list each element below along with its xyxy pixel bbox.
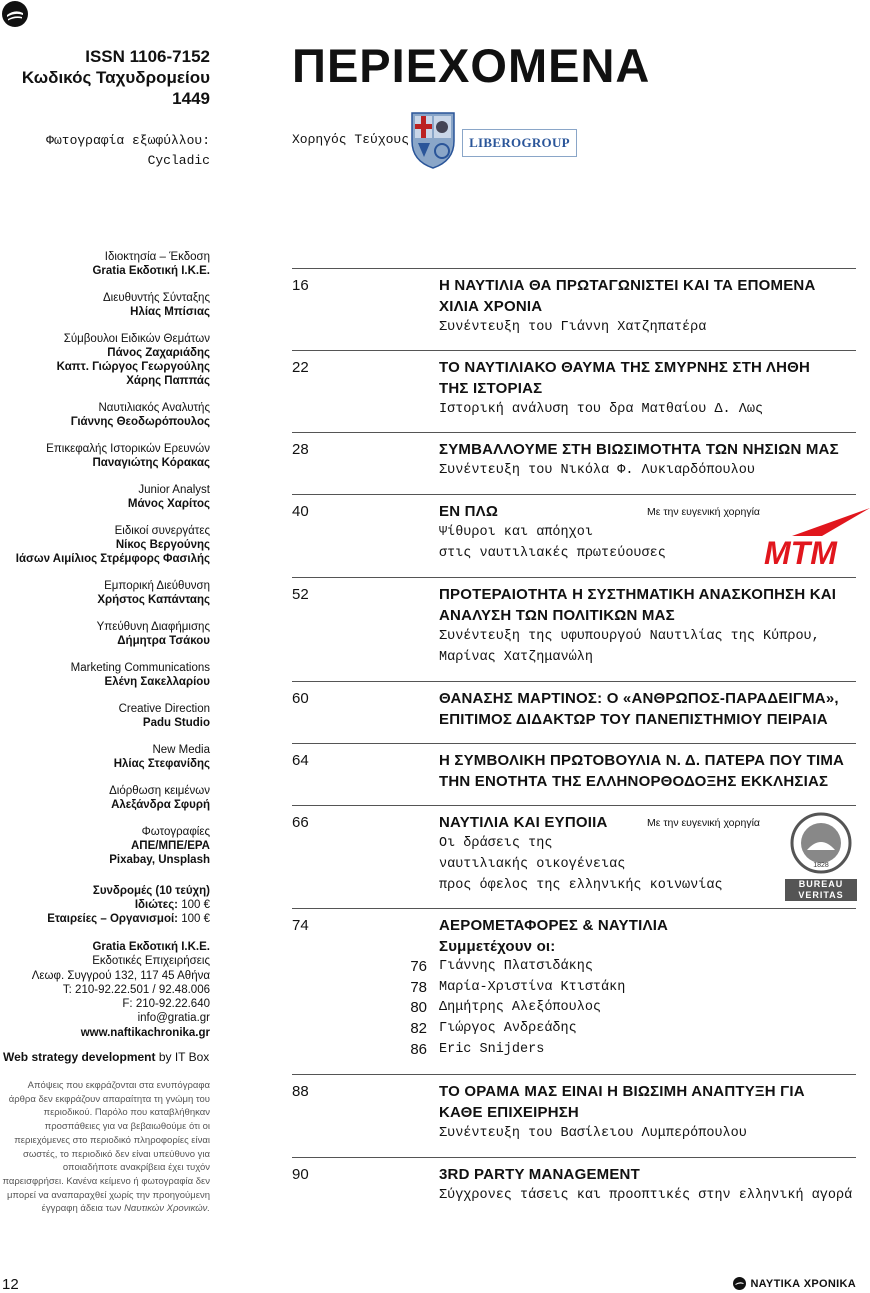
staff-name: Μάνος Χαρίτος bbox=[127, 498, 210, 510]
contents-entry[interactable] bbox=[292, 681, 856, 742]
publisher-email[interactable]: info@gratia.gr bbox=[137, 1012, 210, 1025]
staff-role: Διόρθωση κειμένων bbox=[109, 785, 210, 797]
entry-page-number: 22 bbox=[292, 359, 309, 376]
entry-body bbox=[439, 1081, 856, 1144]
bureau-veritas-year: 1828 bbox=[813, 862, 829, 869]
staff-name: Gratia Εκδοτική Ι.Κ.Ε. bbox=[92, 265, 210, 277]
entry-title-line: ΧΙΛΙΑ ΧΡΟΝΙΑ bbox=[439, 298, 543, 315]
publisher-address: Λεωφ. Συγγρού 132, 117 45 Αθήνα bbox=[31, 969, 210, 982]
issn: ISSN 1106-7152 bbox=[85, 47, 210, 66]
staff-role: New Media bbox=[152, 744, 210, 756]
participant-page-number: 78 bbox=[410, 978, 427, 996]
cover-photo-label: Φωτογραφία εξωφύλλου: bbox=[46, 133, 210, 148]
staff-role: Επικεφαλής Ιστορικών Ερευνών bbox=[46, 443, 210, 455]
staff-name: Ηλίας Μπίσιας bbox=[130, 306, 210, 318]
staff-group bbox=[0, 661, 210, 689]
staff-group bbox=[0, 784, 210, 812]
publisher-contact bbox=[0, 940, 210, 1040]
entry-title-line: ΤΟ ΟΡΑΜΑ ΜΑΣ ΕΙΝΑΙ Η ΒΙΩΣΙΜΗ ΑΝΑΠΤΥΞΗ ΓΙΑ bbox=[439, 1083, 805, 1100]
price-individuals: Ιδιώτες: 100 € bbox=[134, 899, 210, 911]
participant-page-number: 76 bbox=[410, 958, 427, 975]
staff-role: Ιδιοκτησία – Έκδοση bbox=[104, 251, 210, 263]
entry-body bbox=[439, 275, 856, 338]
entry-body bbox=[439, 439, 856, 481]
issn-block bbox=[0, 46, 210, 109]
staff-name: Καπτ. Γιώργος Γεωργούλης bbox=[56, 361, 210, 373]
issue-sponsor-label: Χορηγός Τεύχους bbox=[292, 132, 410, 147]
contents-entry[interactable] bbox=[292, 268, 856, 349]
staff-name: Χρήστος Καπάνταης bbox=[97, 594, 210, 606]
entry-title-line: ΣΥΜΒΑΛΛΟΥΜΕ ΣΤΗ ΒΙΩΣΙΜΟΤΗΤΑ ΤΩΝ ΝΗΣΙΩΝ ΜΑΣ bbox=[439, 441, 839, 458]
liberogroup-logo: LIBEROGROUP bbox=[462, 129, 577, 157]
participant-row[interactable] bbox=[410, 1019, 856, 1040]
participant-page-number: 80 bbox=[410, 999, 427, 1017]
entry-page-number: 16 bbox=[292, 277, 309, 294]
entry-title-line: ΑΕΡΟΜΕΤΑΦΟΡΕΣ & ΝΑΥΤΙΛΙΑ bbox=[439, 917, 669, 934]
staff-name: Ηλίας Στεφανίδης bbox=[113, 758, 210, 770]
participant-name: Γιώργος Ανδρεάδης bbox=[439, 1021, 577, 1037]
entry-title-line: 3RD PARTY MANAGEMENT bbox=[439, 1166, 640, 1183]
contents-entry[interactable] bbox=[292, 577, 856, 680]
staff-role: Marketing Communications bbox=[70, 662, 210, 674]
publisher-type: Εκδοτικές Επιχειρήσεις bbox=[92, 955, 210, 968]
entry-page-number: 90 bbox=[292, 1166, 309, 1183]
sponsor-note: Με την ευγενική χορηγία bbox=[647, 817, 760, 829]
contents-entry[interactable] bbox=[292, 805, 856, 906]
contents-entry[interactable] bbox=[292, 1074, 856, 1155]
entry-body bbox=[439, 584, 856, 668]
price-companies: Εταιρείες – Οργανισμοί: 100 € bbox=[47, 913, 210, 925]
mtm-logo-text: MTM bbox=[764, 535, 837, 566]
entry-body bbox=[439, 688, 856, 730]
entry-title-line: Η ΝΑΥΤΙΛΙΑ ΘΑ ΠΡΩΤΑΓΩΝΙΣΤΕΙ ΚΑΙ ΤΑ ΕΠΟΜΕΝΑ bbox=[439, 277, 816, 294]
staff-group bbox=[0, 524, 210, 566]
staff-group bbox=[0, 743, 210, 771]
participant-row[interactable] bbox=[410, 957, 856, 978]
participants-label: Συμμετέχουν οι: bbox=[439, 938, 556, 955]
entry-title-line: ΝΑΥΤΙΛΙΑ ΚΑΙ ΕΥΠΟΙΙΑ bbox=[439, 814, 608, 831]
entry-title-line: ΠΡΟΤΕΡΑΙΟΤΗΤΑ Η ΣΥΣΤΗΜΑΤΙΚΗ ΑΝΑΣΚΟΠΗΣΗ ΚΑΙ bbox=[439, 586, 837, 603]
cover-photo-value: Cycladic bbox=[147, 153, 210, 168]
entry-body bbox=[439, 357, 856, 420]
staff-name: Παναγιώτης Κόρακας bbox=[92, 457, 210, 469]
staff-group bbox=[0, 579, 210, 607]
entry-body bbox=[439, 1164, 856, 1206]
entry-title-line: ΤΟ ΝΑΥΤΙΛΙΑΚΟ ΘΑΥΜΑ ΤΗΣ ΣΜΥΡΝΗΣ ΣΤΗ ΛΗΘΗ bbox=[439, 359, 811, 376]
entry-title-line: ΕΠΙΤΙΜΟΣ ΔΙΔΑΚΤΩΡ ΤΟΥ ΠΑΝΕΠΙΣΤΗΜΙΟΥ ΠΕΙΡΑΙΑ bbox=[439, 711, 828, 728]
staff-group bbox=[0, 483, 210, 511]
page-title: ΠΕΡΙΕΧΟΜΕΝΑ bbox=[292, 39, 651, 92]
naftika-logo-icon bbox=[2, 1, 28, 27]
entry-subtitle-line: Συνέντευξη του Νικόλα Φ. Λυκιαρδόπουλου bbox=[439, 463, 755, 478]
staff-group bbox=[0, 620, 210, 648]
entry-title-line: ΚΑΘΕ ΕΠΙΧΕΙΡΗΣΗ bbox=[439, 1104, 579, 1121]
staff-group bbox=[0, 401, 210, 429]
participant-row[interactable] bbox=[410, 978, 856, 999]
staff-name: Ελένη Σακελλαρίου bbox=[104, 676, 210, 688]
entry-page-number: 28 bbox=[292, 441, 309, 458]
participant-name: Δημήτρης Αλεξόπουλος bbox=[439, 1000, 602, 1016]
staff-name: Νίκος Βεργούνης bbox=[115, 539, 210, 551]
participant-page-number: 86 bbox=[410, 1040, 427, 1058]
contents-entry[interactable] bbox=[292, 1157, 856, 1218]
contents-entry[interactable] bbox=[292, 432, 856, 493]
entry-page-number: 60 bbox=[292, 690, 309, 707]
participant-name: Eric Snijders bbox=[439, 1041, 545, 1057]
entry-page-number: 52 bbox=[292, 586, 309, 603]
staff-group bbox=[0, 250, 210, 278]
subscriptions bbox=[0, 884, 210, 926]
entry-subtitle-line: Μαρίνας Χατζημανώλη bbox=[439, 650, 593, 665]
contents-entry[interactable] bbox=[292, 743, 856, 804]
entry-subtitle-line: Συνέντευξη του Βασίλειου Λυμπερόπουλου bbox=[439, 1126, 747, 1141]
staff-name: Ιάσων Αιμίλιος Στρέμφορς Φασιλής bbox=[15, 553, 210, 565]
liberogroup-crest-icon bbox=[410, 111, 456, 169]
entry-subtitle-line: Σύγχρονες τάσεις και προοπτικές στην ελληνική αγορά bbox=[439, 1188, 853, 1203]
entry-title-line: ΤΗΣ ΙΣΤΟΡΙΑΣ bbox=[439, 380, 543, 397]
footer-brand: ΝΑΥΤΙΚΑ ΧΡΟΝΙΚΑ bbox=[733, 1277, 856, 1290]
publisher-company: Gratia Εκδοτική Ι.Κ.Ε. bbox=[92, 941, 210, 953]
staff-role: Ναυτιλιακός Αναλυτής bbox=[98, 402, 210, 414]
entry-title-line: Η ΣΥΜΒΟΛΙΚΗ ΠΡΩΤΟΒΟΥΛΙΑ Ν. Δ. ΠΑΤΕΡΑ ΠΟΥ ΤΙΜΑ bbox=[439, 752, 845, 769]
entry-subtitle-line: ναυτιλιακής οικογένειας bbox=[439, 857, 626, 872]
staff-group bbox=[0, 702, 210, 730]
page-number: 12 bbox=[2, 1276, 19, 1293]
publisher-website[interactable]: www.naftikachronika.gr bbox=[80, 1026, 210, 1039]
bureau-veritas-logo bbox=[785, 812, 857, 898]
entry-page-number: 74 bbox=[292, 917, 309, 934]
staff-role: Υπεύθυνη Διαφήμισης bbox=[96, 621, 210, 633]
staff-role: Junior Analyst bbox=[138, 484, 210, 496]
staff-group bbox=[0, 291, 210, 319]
entry-page-number: 64 bbox=[292, 752, 309, 769]
staff-group bbox=[0, 332, 210, 388]
staff-name: Αλεξάνδρα Σφυρή bbox=[111, 799, 210, 811]
entry-page-number: 88 bbox=[292, 1083, 309, 1100]
staff-name: Δήμητρα Τσάκου bbox=[117, 635, 210, 647]
staff-name: Πάνος Ζαχαριάδης bbox=[107, 347, 210, 359]
staff-name: Χάρης Παππάς bbox=[126, 375, 210, 387]
staff-name: ΑΠΕ/ΜΠΕ/EPA bbox=[130, 840, 210, 852]
entry-subtitle-line: Ψίθυροι και απόηχοι bbox=[439, 525, 593, 540]
entry-subtitle-line: Συνέντευξη της υφυπουργού Ναυτιλίας της Κύπρου, bbox=[439, 629, 820, 644]
entry-subtitle-line: Οι δράσεις της bbox=[439, 836, 553, 851]
publisher-fax: F: 210-92.22.640 bbox=[122, 998, 210, 1011]
participant-row[interactable] bbox=[410, 1040, 856, 1061]
entry-title-line: ΑΝΑΛΥΣΗ ΤΩΝ ΠΟΛΙΤΙΚΩΝ ΜΑΣ bbox=[439, 607, 675, 624]
entry-title-line: ΤΗΝ ΕΝΟΤΗΤΑ ΤΗΣ ΕΛΛΗΝΟΡΘΟΔΟΞΗΣ ΕΚΚΛΗΣΙΑΣ bbox=[439, 773, 829, 790]
participant-name: Μαρία-Χριστίνα Κτιστάκη bbox=[439, 979, 626, 995]
staff-role: Διευθυντής Σύνταξης bbox=[102, 292, 210, 304]
participant-row[interactable] bbox=[410, 998, 856, 1019]
staff-role: Φωτογραφίες bbox=[141, 826, 210, 838]
web-strategy-credit: Web strategy development by IT Box bbox=[3, 1050, 210, 1064]
contents-entry[interactable] bbox=[292, 350, 856, 431]
subscriptions-title: Συνδρομές (10 τεύχη) bbox=[92, 885, 210, 897]
mtm-logo bbox=[762, 508, 870, 566]
sponsor-note: Με την ευγενική χορηγία bbox=[647, 506, 760, 518]
staff-name: Padu Studio bbox=[142, 717, 210, 729]
participants-list bbox=[410, 957, 856, 1060]
participant-name: Γιάννης Πλατσιδάκης bbox=[439, 959, 593, 974]
staff-group bbox=[0, 825, 210, 867]
bureau-veritas-seal-icon bbox=[785, 812, 857, 874]
staff-role: Σύμβουλοι Ειδικών Θεμάτων bbox=[63, 333, 210, 345]
entry-title-line: ΘΑΝΑΣΗΣ ΜΑΡΤΙΝΟΣ: Ο «ΑΝΘΡΩΠΟΣ-ΠΑΡΑΔΕΙΓΜΑ», bbox=[439, 690, 839, 707]
entry-body bbox=[410, 915, 856, 1060]
staff-group bbox=[0, 442, 210, 470]
entry-subtitle-line: Συνέντευξη του Γιάννη Χατζηπατέρα bbox=[439, 320, 707, 335]
entry-body bbox=[439, 750, 856, 792]
staff-name: Pixabay, Unsplash bbox=[109, 854, 210, 866]
masthead-staff bbox=[0, 250, 210, 880]
naftika-footer-logo-icon bbox=[733, 1277, 746, 1290]
postal-code-value: 1449 bbox=[172, 89, 210, 108]
cover-photo-credit bbox=[0, 131, 210, 171]
entry-subtitle-line: στις ναυτιλιακές πρωτεύουσες bbox=[439, 546, 666, 561]
participant-page-number: 82 bbox=[410, 1020, 427, 1038]
postal-code-label: Κωδικός Ταχυδρομείου bbox=[21, 68, 210, 87]
bureau-veritas-text: BUREAU VERITAS bbox=[785, 879, 857, 901]
entry-subtitle-line: προς όφελος της ελληνικής κοινωνίας bbox=[439, 878, 723, 893]
staff-name: Γιάννης Θεοδωρόπουλος bbox=[70, 416, 210, 428]
disclaimer: Απόψεις που εκφράζονται στα ενυπόγραφα άρθρα δεν εκφράζουν απαραίτητα τη γνώμη του περιοδικού. Παρόλο που καταβλήθηκαν προσπάθειες για να βεβαιωθούμε ότι οι περιεχόμενες στο περιοδικό πληροφορίες είναι σωστές, το περιοδικό δεν είναι υπεύθυνο για οποιαδήποτε ανακρίβεια έχει τυχόν παρεισφρήσει. Κανένα κείμενο ή φωτογραφία δεν μπορεί να αναπαραχθεί χωρίς την προηγούμενη έγγραφη άδεια των Ναυτικών Χρονικών. bbox=[2, 1080, 210, 1215]
staff-role: Ειδικοί συνεργάτες bbox=[114, 525, 210, 537]
entry-page-number: 66 bbox=[292, 814, 309, 831]
publisher-phone: T: 210-92.22.501 / 92.48.006 bbox=[62, 983, 210, 996]
contents-entry[interactable] bbox=[292, 908, 856, 1075]
staff-role: Creative Direction bbox=[118, 703, 210, 715]
entry-title-line: ΕΝ ΠΛΩ bbox=[439, 503, 499, 520]
entry-page-number: 40 bbox=[292, 503, 309, 520]
staff-role: Εμπορική Διεύθυνση bbox=[104, 580, 210, 592]
entry-subtitle-line: Ιστορική ανάλυση του δρα Ματθαίου Δ. Λως bbox=[439, 402, 764, 417]
